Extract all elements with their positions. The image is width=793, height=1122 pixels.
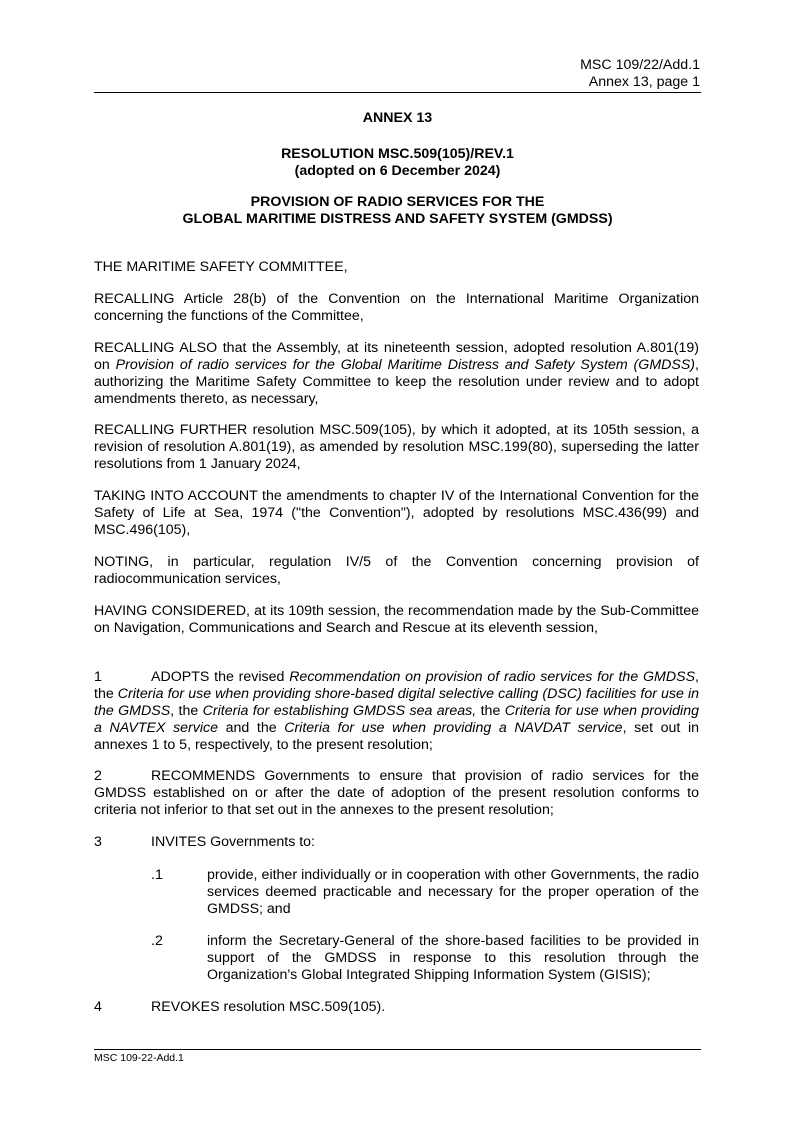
subparagraph-2-text: inform the Secretary-General of the shore-based facilities to be provided in support of the GMDSS in response to this resolution through the Organization's Global Integrated Shipping Information System (GISIS); [207, 933, 699, 983]
operative-paragraph-2: 2 RECOMMENDS Governments to ensure that provision of radio services for the GMDSS established on or after the date of adoption of the present resolution conforms to criteria not inferior to that set out in the annexes to the present resolution; [94, 768, 699, 818]
operative-paragraph-4-text: REVOKES resolution MSC.509(105). [151, 999, 386, 1015]
committee-line: THE MARITIME SAFETY COMMITTEE, [94, 259, 348, 275]
document-reference: MSC 109/22/Add.1 [580, 57, 700, 73]
recalling-paragraph: RECALLING Article 28(b) of the Convention on the International Maritime Organization concerning the functions of the Committee, [94, 291, 699, 324]
operative-paragraph-3-text: INVITES Governments to: [151, 834, 316, 850]
resolution-heading [94, 146, 701, 180]
recalling-also-paragraph: RECALLING ALSO that the Assembly, at its nineteenth session, adopted resolution A.801(19) on Provision of radio services for the Global Maritime Distress and Safety System (GMDSS), authorizing the Maritime Safety Committee to keep the resolution under review and to adopt amendments thereto, as necessary, [94, 340, 699, 407]
paragraph-number: 1 [94, 669, 102, 685]
subparagraph-1-text: provide, either individually or in cooperation with other Governments, the radio services deemed practicable and necessary for the proper operation of the GMDSS; and [207, 867, 699, 917]
page-header [580, 57, 700, 91]
resolution-title [94, 194, 701, 228]
footer-rule [94, 1049, 701, 1050]
resolution-number: RESOLUTION MSC.509(105)/REV.1 [281, 146, 514, 162]
page-footer: MSC 109-22-Add.1 [94, 1052, 184, 1064]
recalling-further-paragraph: RECALLING FURTHER resolution MSC.509(105), by which it adopted, at its 105th session, a revision of resolution A.801(19), as amended by resolution MSC.199(80), superseding the latter resolutions from 1 January 2024, [94, 422, 699, 472]
adoption-date: (adopted on 6 December 2024) [294, 163, 501, 179]
operative-paragraph-1: 1 ADOPTS the revised Recommendation on provision of radio services for the GMDSS, the Criteria for use when providing shore-based digital selective calling (DSC) facilities for use in the GMDSS, the Criteria for establishing GMDSS sea areas, the Criteria for use when providing a NAVTEX service and the Criteria for use when providing a NAVDAT service, set out in annexes 1 to 5, respectively, to the present resolution; [94, 669, 699, 753]
operative-paragraph-3-number: 3 [94, 834, 102, 850]
annex-title: ANNEX 13 [362, 110, 433, 126]
operative-paragraph-4-number: 4 [94, 999, 102, 1015]
page-number: Annex 13, page 1 [588, 74, 700, 90]
taking-into-account-paragraph: TAKING INTO ACCOUNT the amendments to chapter IV of the International Convention for the Safety of Life at Sea, 1974 ("the Convention"), adopted by resolutions MSC.436(99) and MSC.496(105), [94, 488, 699, 538]
subparagraph-2-number: .2 [151, 933, 163, 949]
having-considered-paragraph: HAVING CONSIDERED, at its 109th session, the recommendation made by the Sub-Committee on Navigation, Communications and Search and Rescue at its eleventh session, [94, 603, 699, 636]
header-rule [94, 92, 701, 93]
title-line-1: PROVISION OF RADIO SERVICES FOR THE [250, 194, 545, 210]
paragraph-number: 2 [94, 768, 102, 784]
title-line-2: GLOBAL MARITIME DISTRESS AND SAFETY SYSTEM (GMDSS) [182, 211, 613, 227]
noting-paragraph: NOTING, in particular, regulation IV/5 of the Convention concerning provision of radiocommunication services, [94, 554, 699, 587]
subparagraph-1-number: .1 [151, 867, 163, 883]
